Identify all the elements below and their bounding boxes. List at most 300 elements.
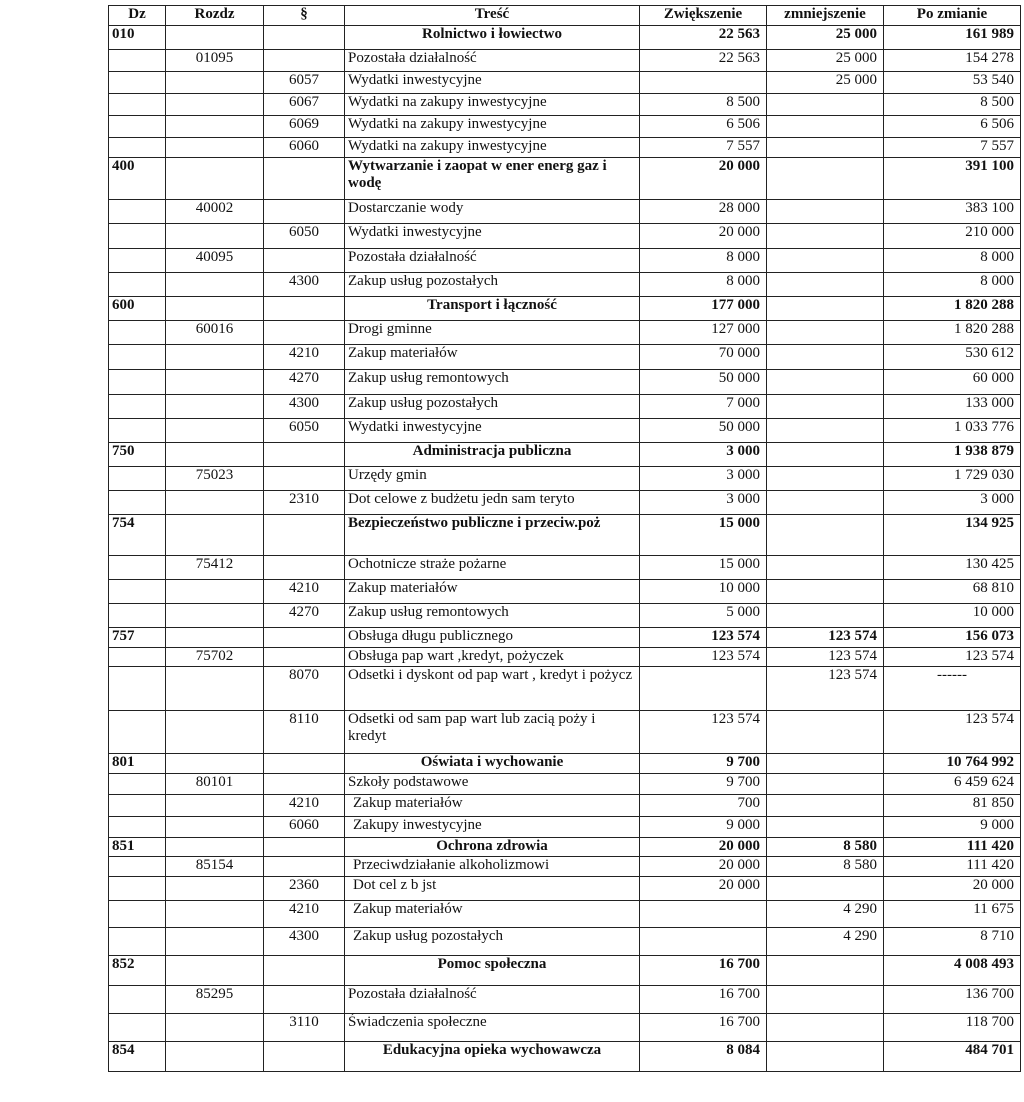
table-row xyxy=(109,580,1021,604)
cell-rozdz xyxy=(166,491,264,515)
cell-increase: 20 000 xyxy=(640,158,767,200)
cell-after-change: 1 820 288 xyxy=(884,297,1021,321)
cell-description: Odsetki od sam pap wart lub zacią poży i kredyt xyxy=(345,711,640,754)
cell-dz xyxy=(109,877,166,901)
cell-paragraph xyxy=(264,249,345,273)
cell-rozdz xyxy=(166,345,264,370)
cell-paragraph: 4300 xyxy=(264,273,345,297)
table-row xyxy=(109,249,1021,273)
cell-after-change: 154 278 xyxy=(884,50,1021,72)
cell-increase: 8 084 xyxy=(640,1042,767,1072)
cell-rozdz: 80101 xyxy=(166,774,264,795)
cell-paragraph: 4210 xyxy=(264,580,345,604)
cell-after-change: 134 925 xyxy=(884,515,1021,556)
cell-decrease xyxy=(767,200,884,224)
cell-after-change: 136 700 xyxy=(884,986,1021,1014)
cell-decrease: 4 290 xyxy=(767,928,884,956)
cell-increase: 8 500 xyxy=(640,94,767,116)
cell-after-change: 210 000 xyxy=(884,224,1021,249)
cell-after-change: 1 033 776 xyxy=(884,419,1021,443)
cell-paragraph: 3110 xyxy=(264,1014,345,1042)
cell-paragraph: 8110 xyxy=(264,711,345,754)
cell-increase: 20 000 xyxy=(640,877,767,901)
cell-after-change: 6 506 xyxy=(884,116,1021,138)
cell-increase: 16 700 xyxy=(640,986,767,1014)
cell-decrease xyxy=(767,1014,884,1042)
table-row xyxy=(109,467,1021,491)
table-row xyxy=(109,395,1021,419)
cell-description: Oświata i wychowanie xyxy=(345,754,640,774)
cell-paragraph xyxy=(264,956,345,986)
cell-after-change: ------ xyxy=(884,667,1021,711)
cell-dz xyxy=(109,580,166,604)
header-tresc: Treść xyxy=(345,6,640,26)
cell-description: Wydatki inwestycyjne xyxy=(345,224,640,249)
cell-after-change: 10 000 xyxy=(884,604,1021,628)
table-row xyxy=(109,838,1021,857)
cell-decrease xyxy=(767,515,884,556)
cell-increase: 10 000 xyxy=(640,580,767,604)
cell-after-change: 111 420 xyxy=(884,838,1021,857)
cell-rozdz xyxy=(166,138,264,158)
cell-dz xyxy=(109,50,166,72)
cell-rozdz: 40002 xyxy=(166,200,264,224)
cell-after-change: 161 989 xyxy=(884,26,1021,50)
cell-rozdz xyxy=(166,795,264,817)
cell-description: Wydatki na zakupy inwestycyjne xyxy=(345,138,640,158)
cell-increase: 177 000 xyxy=(640,297,767,321)
cell-paragraph: 4210 xyxy=(264,345,345,370)
cell-description: Pozostała działalność xyxy=(345,249,640,273)
cell-description: Drogi gminne xyxy=(345,321,640,345)
cell-dz: 754 xyxy=(109,515,166,556)
header-row xyxy=(109,6,1021,26)
cell-paragraph xyxy=(264,774,345,795)
cell-decrease xyxy=(767,986,884,1014)
cell-rozdz xyxy=(166,1042,264,1072)
header-paragraph: § xyxy=(264,6,345,26)
cell-increase: 5 000 xyxy=(640,604,767,628)
table-row xyxy=(109,604,1021,628)
cell-description: Dot celowe z budżetu jedn sam teryto xyxy=(345,491,640,515)
cell-after-change: 8 000 xyxy=(884,249,1021,273)
cell-description: Pozostała działalność xyxy=(345,986,640,1014)
table-row xyxy=(109,877,1021,901)
cell-decrease xyxy=(767,116,884,138)
cell-decrease: 123 574 xyxy=(767,628,884,648)
table-row xyxy=(109,94,1021,116)
cell-dz: 757 xyxy=(109,628,166,648)
table-row xyxy=(109,345,1021,370)
header-rozdz: Rozdz xyxy=(166,6,264,26)
cell-paragraph: 6050 xyxy=(264,224,345,249)
cell-description: Wydatki na zakupy inwestycyjne xyxy=(345,94,640,116)
cell-decrease xyxy=(767,817,884,838)
cell-paragraph xyxy=(264,556,345,580)
header-zwiekszenie: Zwiększenie xyxy=(640,6,767,26)
cell-rozdz xyxy=(166,956,264,986)
cell-paragraph xyxy=(264,467,345,491)
cell-dz xyxy=(109,817,166,838)
cell-increase: 3 000 xyxy=(640,467,767,491)
cell-rozdz xyxy=(166,26,264,50)
cell-rozdz xyxy=(166,94,264,116)
cell-after-change: 530 612 xyxy=(884,345,1021,370)
cell-increase: 16 700 xyxy=(640,1014,767,1042)
cell-after-change: 53 540 xyxy=(884,72,1021,94)
cell-dz xyxy=(109,72,166,94)
cell-description: Zakup usług pozostałych xyxy=(345,273,640,297)
cell-description: Wydatki na zakupy inwestycyjne xyxy=(345,116,640,138)
cell-after-change: 20 000 xyxy=(884,877,1021,901)
table-row xyxy=(109,273,1021,297)
table-row xyxy=(109,956,1021,986)
header-po-zmianie: Po zmianie xyxy=(884,6,1021,26)
cell-rozdz xyxy=(166,928,264,956)
cell-paragraph: 8070 xyxy=(264,667,345,711)
cell-decrease: 8 580 xyxy=(767,857,884,877)
table-row xyxy=(109,491,1021,515)
cell-after-change: 118 700 xyxy=(884,1014,1021,1042)
cell-description: Administracja publiczna xyxy=(345,443,640,467)
cell-increase: 3 000 xyxy=(640,491,767,515)
table-row xyxy=(109,321,1021,345)
cell-dz: 750 xyxy=(109,443,166,467)
cell-paragraph: 4210 xyxy=(264,795,345,817)
cell-decrease xyxy=(767,395,884,419)
cell-paragraph xyxy=(264,754,345,774)
table-row xyxy=(109,857,1021,877)
cell-paragraph xyxy=(264,26,345,50)
cell-decrease xyxy=(767,370,884,395)
cell-description: Świadczenia społeczne xyxy=(345,1014,640,1042)
cell-after-change: 1 820 288 xyxy=(884,321,1021,345)
cell-dz xyxy=(109,395,166,419)
table-row xyxy=(109,297,1021,321)
cell-dz xyxy=(109,116,166,138)
cell-decrease xyxy=(767,249,884,273)
cell-dz xyxy=(109,94,166,116)
cell-rozdz xyxy=(166,628,264,648)
cell-dz: 010 xyxy=(109,26,166,50)
header-dz: Dz xyxy=(109,6,166,26)
cell-decrease: 4 290 xyxy=(767,901,884,928)
cell-paragraph xyxy=(264,515,345,556)
cell-rozdz xyxy=(166,116,264,138)
table-row xyxy=(109,1042,1021,1072)
cell-paragraph xyxy=(264,443,345,467)
cell-increase: 123 574 xyxy=(640,628,767,648)
cell-dz xyxy=(109,795,166,817)
cell-description: Odsetki i dyskont od pap wart , kredyt i pożycz xyxy=(345,667,640,711)
cell-dz xyxy=(109,774,166,795)
cell-rozdz: 85154 xyxy=(166,857,264,877)
table-row xyxy=(109,158,1021,200)
cell-decrease xyxy=(767,774,884,795)
cell-description: Dostarczanie wody xyxy=(345,200,640,224)
cell-increase: 20 000 xyxy=(640,838,767,857)
cell-dz: 852 xyxy=(109,956,166,986)
cell-paragraph: 4270 xyxy=(264,370,345,395)
cell-decrease: 8 580 xyxy=(767,838,884,857)
cell-dz xyxy=(109,928,166,956)
table-row xyxy=(109,556,1021,580)
cell-dz xyxy=(109,224,166,249)
cell-decrease xyxy=(767,138,884,158)
table-row xyxy=(109,648,1021,667)
cell-dz xyxy=(109,901,166,928)
cell-rozdz xyxy=(166,838,264,857)
cell-rozdz xyxy=(166,443,264,467)
cell-rozdz: 60016 xyxy=(166,321,264,345)
cell-dz xyxy=(109,345,166,370)
table-row xyxy=(109,224,1021,249)
cell-after-change: 133 000 xyxy=(884,395,1021,419)
table-row xyxy=(109,901,1021,928)
cell-description: Pomoc społeczna xyxy=(345,956,640,986)
cell-paragraph: 4300 xyxy=(264,928,345,956)
table-row xyxy=(109,1014,1021,1042)
cell-rozdz xyxy=(166,817,264,838)
cell-increase: 8 000 xyxy=(640,273,767,297)
cell-after-change: 1 729 030 xyxy=(884,467,1021,491)
cell-description: Zakup usług pozostałych xyxy=(345,395,640,419)
cell-increase: 28 000 xyxy=(640,200,767,224)
cell-dz xyxy=(109,249,166,273)
cell-rozdz xyxy=(166,877,264,901)
cell-increase: 9 700 xyxy=(640,774,767,795)
cell-after-change: 60 000 xyxy=(884,370,1021,395)
cell-paragraph xyxy=(264,200,345,224)
cell-description: Zakup materiałów xyxy=(345,795,640,817)
cell-after-change: 391 100 xyxy=(884,158,1021,200)
cell-dz xyxy=(109,556,166,580)
cell-dz xyxy=(109,648,166,667)
cell-paragraph: 4210 xyxy=(264,901,345,928)
table-row xyxy=(109,986,1021,1014)
cell-increase: 700 xyxy=(640,795,767,817)
cell-increase: 123 574 xyxy=(640,648,767,667)
cell-paragraph: 2310 xyxy=(264,491,345,515)
cell-decrease xyxy=(767,1042,884,1072)
cell-dz xyxy=(109,667,166,711)
cell-increase: 3 000 xyxy=(640,443,767,467)
cell-after-change: 383 100 xyxy=(884,200,1021,224)
cell-decrease xyxy=(767,419,884,443)
cell-rozdz xyxy=(166,158,264,200)
cell-description: Wytwarzanie i zaopat w ener energ gaz i wodę xyxy=(345,158,640,200)
cell-decrease xyxy=(767,604,884,628)
cell-rozdz xyxy=(166,754,264,774)
cell-after-change: 11 675 xyxy=(884,901,1021,928)
cell-increase: 7 000 xyxy=(640,395,767,419)
cell-dz xyxy=(109,138,166,158)
cell-decrease xyxy=(767,956,884,986)
cell-increase xyxy=(640,901,767,928)
table-row xyxy=(109,667,1021,711)
cell-paragraph xyxy=(264,1042,345,1072)
cell-after-change: 8 710 xyxy=(884,928,1021,956)
cell-rozdz: 75412 xyxy=(166,556,264,580)
cell-decrease xyxy=(767,467,884,491)
cell-decrease: 123 574 xyxy=(767,648,884,667)
cell-description: Zakup materiałów xyxy=(345,345,640,370)
cell-decrease xyxy=(767,443,884,467)
cell-decrease xyxy=(767,345,884,370)
table-row xyxy=(109,443,1021,467)
cell-decrease: 25 000 xyxy=(767,72,884,94)
cell-decrease xyxy=(767,580,884,604)
cell-rozdz xyxy=(166,580,264,604)
table-row xyxy=(109,515,1021,556)
cell-description: Urzędy gmin xyxy=(345,467,640,491)
cell-decrease xyxy=(767,877,884,901)
cell-after-change: 156 073 xyxy=(884,628,1021,648)
cell-decrease xyxy=(767,224,884,249)
cell-rozdz xyxy=(166,370,264,395)
cell-increase: 50 000 xyxy=(640,370,767,395)
cell-description: Zakup materiałów xyxy=(345,901,640,928)
cell-increase: 8 000 xyxy=(640,249,767,273)
cell-increase: 15 000 xyxy=(640,515,767,556)
cell-description: Szkoły podstawowe xyxy=(345,774,640,795)
cell-dz xyxy=(109,711,166,754)
cell-rozdz xyxy=(166,224,264,249)
cell-increase: 50 000 xyxy=(640,419,767,443)
cell-paragraph: 6069 xyxy=(264,116,345,138)
cell-paragraph: 6060 xyxy=(264,817,345,838)
cell-paragraph: 6060 xyxy=(264,138,345,158)
cell-dz: 801 xyxy=(109,754,166,774)
cell-rozdz xyxy=(166,297,264,321)
cell-increase: 22 563 xyxy=(640,50,767,72)
cell-paragraph: 6050 xyxy=(264,419,345,443)
cell-increase: 70 000 xyxy=(640,345,767,370)
table-row xyxy=(109,817,1021,838)
cell-dz xyxy=(109,1014,166,1042)
cell-increase: 7 557 xyxy=(640,138,767,158)
cell-after-change: 4 008 493 xyxy=(884,956,1021,986)
cell-increase xyxy=(640,667,767,711)
cell-paragraph xyxy=(264,158,345,200)
cell-decrease xyxy=(767,556,884,580)
cell-description: Pozostała działalność xyxy=(345,50,640,72)
cell-decrease xyxy=(767,711,884,754)
table-row xyxy=(109,419,1021,443)
cell-paragraph: 6067 xyxy=(264,94,345,116)
table-row xyxy=(109,50,1021,72)
cell-after-change: 68 810 xyxy=(884,580,1021,604)
cell-increase: 9 700 xyxy=(640,754,767,774)
cell-rozdz: 75023 xyxy=(166,467,264,491)
cell-description: Wydatki inwestycyjne xyxy=(345,419,640,443)
cell-rozdz xyxy=(166,395,264,419)
cell-after-change: 8 500 xyxy=(884,94,1021,116)
cell-decrease: 25 000 xyxy=(767,26,884,50)
cell-rozdz: 40095 xyxy=(166,249,264,273)
cell-rozdz xyxy=(166,419,264,443)
cell-dz xyxy=(109,273,166,297)
cell-dz xyxy=(109,491,166,515)
cell-increase: 20 000 xyxy=(640,224,767,249)
table-row xyxy=(109,754,1021,774)
table-row xyxy=(109,928,1021,956)
cell-after-change: 130 425 xyxy=(884,556,1021,580)
cell-rozdz xyxy=(166,515,264,556)
cell-after-change: 3 000 xyxy=(884,491,1021,515)
cell-decrease xyxy=(767,94,884,116)
cell-after-change: 9 000 xyxy=(884,817,1021,838)
cell-decrease xyxy=(767,491,884,515)
cell-dz xyxy=(109,857,166,877)
cell-after-change: 10 764 992 xyxy=(884,754,1021,774)
cell-increase: 6 506 xyxy=(640,116,767,138)
cell-dz xyxy=(109,419,166,443)
cell-paragraph xyxy=(264,648,345,667)
table-row xyxy=(109,116,1021,138)
cell-rozdz xyxy=(166,273,264,297)
table-row xyxy=(109,370,1021,395)
cell-increase xyxy=(640,72,767,94)
cell-increase: 16 700 xyxy=(640,956,767,986)
cell-description: Obsługa długu publicznego xyxy=(345,628,640,648)
cell-rozdz xyxy=(166,711,264,754)
budget-changes-table xyxy=(108,5,1021,1072)
cell-dz: 600 xyxy=(109,297,166,321)
cell-description: Bezpieczeństwo publiczne i przeciw.poż xyxy=(345,515,640,556)
cell-paragraph: 2360 xyxy=(264,877,345,901)
table-row xyxy=(109,138,1021,158)
cell-dz xyxy=(109,986,166,1014)
cell-rozdz xyxy=(166,1014,264,1042)
cell-paragraph xyxy=(264,297,345,321)
table-row xyxy=(109,26,1021,50)
cell-increase: 123 574 xyxy=(640,711,767,754)
cell-paragraph xyxy=(264,321,345,345)
cell-description: Edukacyjna opieka wychowawcza xyxy=(345,1042,640,1072)
cell-description: Ochotnicze straże pożarne xyxy=(345,556,640,580)
cell-paragraph xyxy=(264,838,345,857)
table-row xyxy=(109,795,1021,817)
table-row xyxy=(109,711,1021,754)
cell-description: Zakup usług remontowych xyxy=(345,370,640,395)
cell-rozdz: 01095 xyxy=(166,50,264,72)
table-row xyxy=(109,628,1021,648)
cell-paragraph xyxy=(264,986,345,1014)
cell-decrease xyxy=(767,321,884,345)
table-row xyxy=(109,200,1021,224)
cell-after-change: 6 459 624 xyxy=(884,774,1021,795)
cell-dz: 400 xyxy=(109,158,166,200)
cell-dz xyxy=(109,370,166,395)
cell-dz xyxy=(109,321,166,345)
cell-after-change: 123 574 xyxy=(884,648,1021,667)
cell-increase: 9 000 xyxy=(640,817,767,838)
cell-dz: 854 xyxy=(109,1042,166,1072)
table-row xyxy=(109,72,1021,94)
cell-description: Rolnictwo i łowiectwo xyxy=(345,26,640,50)
cell-rozdz: 75702 xyxy=(166,648,264,667)
cell-dz xyxy=(109,604,166,628)
cell-decrease: 123 574 xyxy=(767,667,884,711)
cell-paragraph xyxy=(264,50,345,72)
cell-after-change: 8 000 xyxy=(884,273,1021,297)
cell-description: Wydatki inwestycyjne xyxy=(345,72,640,94)
header-zmniejszenie: zmniejszenie xyxy=(767,6,884,26)
cell-decrease xyxy=(767,795,884,817)
cell-description: Przeciwdziałanie alkoholizmowi xyxy=(345,857,640,877)
cell-dz: 851 xyxy=(109,838,166,857)
